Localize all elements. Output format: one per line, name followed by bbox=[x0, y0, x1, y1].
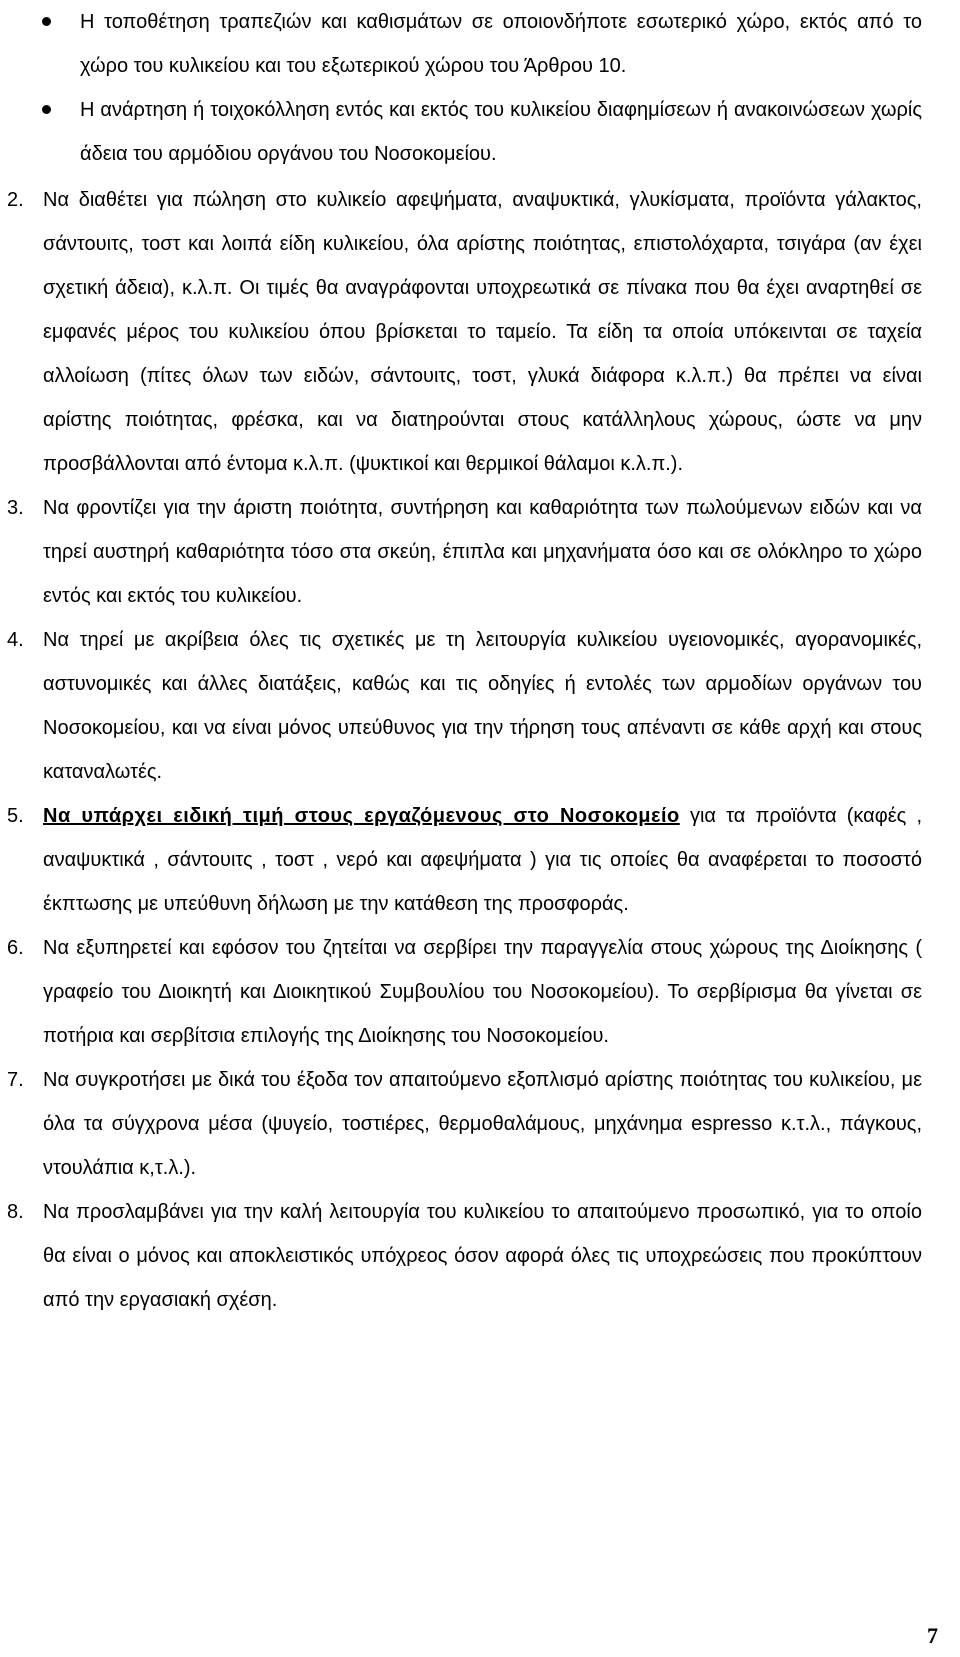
item-number: 8. bbox=[7, 1201, 24, 1223]
item-text: Να τηρεί με ακρίβεια όλες τις σχετικές με τη λειτουργία κυλικείου υγειονομικές, αγορανομικές, αστυνομικές και άλλες διατάξεις, καθώς και τις οδηγίες ή εντολές των αρμοδίων οργάνων του Νοσοκομείου, και να είναι μόνος υπεύθυνος για την τήρηση τους απέναντι σε κάθε αρχή και στους καταναλωτές. bbox=[43, 629, 922, 783]
item-text: για τα προϊόντα (καφές , αναψυκτικά , σάντουιτς , τοστ , νερό και αφεψήματα ) για τις οποίες θα αναφέρεται το ποσοστό έκπτωσης με υπεύθυνη δήλωση με την κατάθεση της προσφοράς. bbox=[43, 805, 922, 915]
list-item bbox=[0, 794, 960, 926]
item-number: 2. bbox=[7, 189, 24, 211]
bullet-item bbox=[42, 88, 922, 176]
item-text: Να εξυπηρετεί και εφόσον του ζητείται να σερβίρει την παραγγελία στους χώρους της Διοίκησης ( γραφείο του Διοικητή και Διοικητικού Συμβουλίου του Νοσοκομείου). Το σερβίρισμα θα γίνεται σε ποτήρια και σερβίτσια επιλογής της Διοίκησης του Νοσοκομείου. bbox=[43, 937, 922, 1047]
item-number: 7. bbox=[7, 1069, 24, 1091]
bullet-dot-icon bbox=[42, 105, 51, 114]
item-emphasis: Να υπάρχει ειδική τιμή στους εργαζόμενους στο Νοσοκομείο bbox=[43, 805, 680, 827]
item-text: Να συγκροτήσει με δικά του έξοδα τον απαιτούμενο εξοπλισμό αρίστης ποιότητας του κυλικείου, με όλα τα σύγχρονα μέσα (ψυγείο, τοστιέρες, θερμοθαλάμους, μηχάνημα espresso κ.τ.λ., πάγκους, ντουλάπια κ,τ.λ.). bbox=[43, 1069, 922, 1179]
list-item bbox=[0, 178, 960, 486]
numbered-list bbox=[0, 178, 960, 1322]
item-number: 6. bbox=[7, 937, 24, 959]
item-text: Να φροντίζει για την άριστη ποιότητα, συντήρηση και καθαριότητα των πωλούμενων ειδών και να τηρεί αυστηρή καθαριότητα τόσο στα σκεύη, έπιπλα και μηχανήματα όσο και σε ολόκληρο το χώρο εντός και εκτός του κυλικείου. bbox=[43, 497, 922, 607]
item-number: 5. bbox=[7, 805, 24, 827]
item-text: Να διαθέτει για πώληση στο κυλικείο αφεψήματα, αναψυκτικά, γλυκίσματα, προϊόντα γάλακτος, σάντουιτς, τοστ και λοιπά είδη κυλικείου, όλα αρίστης ποιότητας, επιστολόχαρτα, τσιγάρα (αν έχει σχετική άδεια), κ.λ.π. Οι τιμές θα αναγράφονται υποχρεωτικά σε πίνακα που θα έχει αναρτηθεί σε εμφανές μέρος του κυλικείου όπου βρίσκεται το ταμείο. Τα είδη τα οποία υπόκεινται σε ταχεία αλλοίωση (πίτες όλων των ειδών, σάντουιτς, τοστ, γλυκά διάφορα κ.λ.π.) θα πρέπει να είναι αρίστης ποιότητας, φρέσκα, και να διατηρούνται στους κατάλληλους χώρους, ώστε να μην προσβάλλονται από έντομα κ.λ.π. (ψυκτικοί και θερμικοί θάλαμοι κ.λ.π.). bbox=[43, 189, 922, 475]
list-item bbox=[0, 486, 960, 618]
list-item bbox=[0, 926, 960, 1058]
item-number: 4. bbox=[7, 629, 24, 651]
item-number: 3. bbox=[7, 497, 24, 519]
list-item bbox=[0, 1190, 960, 1322]
bullet-list bbox=[42, 0, 922, 176]
item-text: Να προσλαμβάνει για την καλή λειτουργία του κυλικείου το απαιτούμενο προσωπικό, για το οποίο θα είναι ο μόνος και αποκλειστικός υπόχρεος όσον αφορά όλες τις υποχρεώσεις που προκύπτουν από την εργασιακή σχέση. bbox=[43, 1201, 922, 1311]
bullet-item bbox=[42, 0, 922, 88]
bullet-dot-icon bbox=[42, 17, 51, 26]
bullet-text: Η τοποθέτηση τραπεζιών και καθισμάτων σε οποιονδήποτε εσωτερικό χώρο, εκτός από το χώρο του κυλικείου και του εξωτερικού χώρου του Άρθρου 10. bbox=[80, 11, 922, 77]
page-number: 7 bbox=[927, 1623, 938, 1648]
list-item bbox=[0, 618, 960, 794]
bullet-text: Η ανάρτηση ή τοιχοκόλληση εντός και εκτός του κυλικείου διαφημίσεων ή ανακοινώσεων χωρίς άδεια του αρμόδιου οργάνου του Νοσοκομείου. bbox=[80, 99, 922, 165]
list-item bbox=[0, 1058, 960, 1190]
